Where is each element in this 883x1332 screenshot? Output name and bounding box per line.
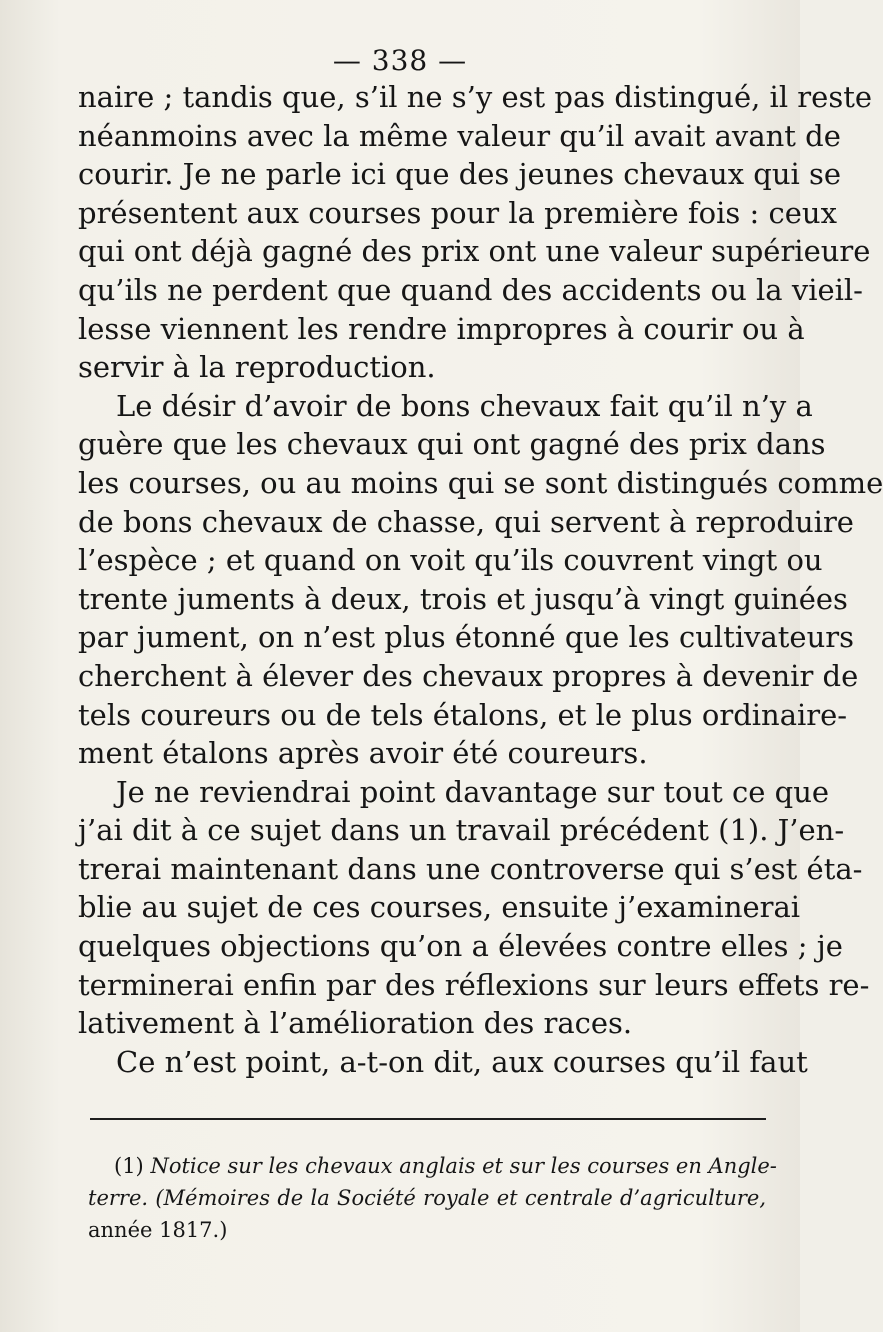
text-line: qu’ils ne perdent que quand des accidents ou la vieil- [78,272,863,307]
text-line: tels coureurs ou de tels étalons, et le plus ordinaire- [78,697,848,732]
text-line: lativement à l’amélioration des races. [78,1006,633,1041]
text-line: lesse viennent les rendre impropres à courir ou à [78,311,805,346]
footnote-line: terre. (Mémoires de la Société royale et centrale d’agriculture, [88,1186,766,1210]
text-line: j’ai dit à ce sujet dans un travail précédent (1). J’en- [78,813,845,848]
text-line: trerai maintenant dans une controverse qui s’est éta- [78,851,863,886]
text-line: de bons chevaux de chasse, qui servent à reproduire [78,504,854,539]
page-number: — 338 — [332,44,468,77]
text-line: naire ; tandis que, s’il ne s’y est pas distingué, il reste [78,80,873,114]
footnote-year: année 1817.) [88,1218,228,1242]
paragraph-start-line: Je ne reviendrai point davantage sur tout ce que [116,774,830,809]
footnote-line [88,1150,777,1182]
text-line: ment étalons après avoir été coureurs. [78,736,648,771]
text-line: terminerai enfin par des réflexions sur leurs effets re- [78,967,870,1002]
footnote-divider [90,1118,766,1120]
footnote [88,1150,777,1246]
text-line: par jument, on n’est plus étonné que les cultivateurs [78,620,855,655]
text-line: qui ont déjà gagné des prix ont une valeur supérieure [78,234,871,269]
text-line: courir. Je ne parle ici que des jeunes chevaux qui se [78,157,842,192]
text-line: trente juments à deux, trois et jusqu’à vingt guinées [78,581,848,616]
paragraph-start-line: Le désir d’avoir de bons chevaux fait qu’il n’y a [116,388,813,423]
text-line: cherchent à élever des chevaux propres à devenir de [78,658,859,693]
text-line: les courses, ou au moins qui se sont distingués comme [78,465,883,500]
text-line: néanmoins avec la même valeur qu’il avait avant de [78,118,841,153]
text-line: servir à la reproduction. [78,350,436,385]
text-line: quelques objections qu’on a élevées contre elles ; je [78,929,843,964]
text-line: présentent aux courses pour la première fois : ceux [78,195,837,230]
body-text [78,78,883,1081]
text-line: l’espèce ; et quand on voit qu’ils couvrent vingt ou [78,543,823,578]
text-line: guère que les chevaux qui ont gagné des prix dans [78,427,826,462]
footnote-title: Notice sur les chevaux anglais et sur les courses en Angle- [150,1154,777,1178]
text-line: blie au sujet de ces courses, ensuite j’examinerai [78,890,801,925]
paragraph-start-line: Ce n’est point, a-t-on dit, aux courses qu’il faut [116,1044,808,1079]
footnote-marker: (1) [114,1154,144,1178]
